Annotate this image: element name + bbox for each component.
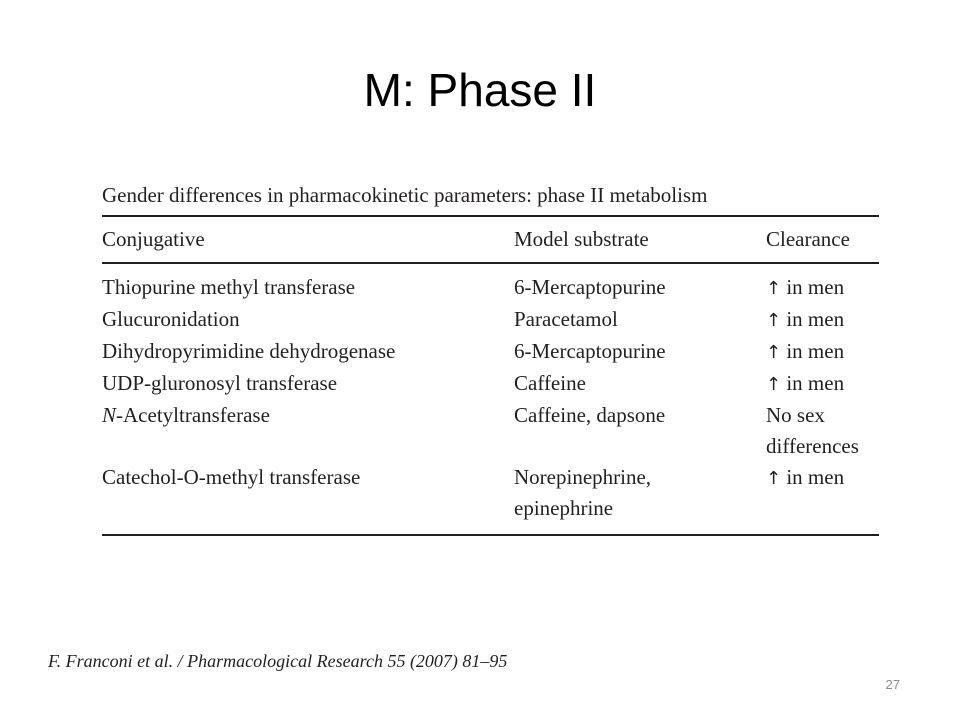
table-row: [102, 264, 879, 304]
cell-model-substrate: [514, 462, 766, 534]
cell-model-substrate: Caffeine, dapsone: [514, 403, 666, 427]
clearance-text: in men: [786, 339, 845, 363]
column-header-clearance: Clearance: [766, 227, 850, 251]
citation: F. Franconi et al. / Pharmacological Research 55 (2007) 81–95: [48, 651, 508, 671]
clearance-text-line1: No sex: [766, 403, 825, 427]
up-arrow-icon: ↑: [766, 468, 782, 489]
substrate-text-line2: epinephrine: [514, 496, 614, 520]
slide-title: M: Phase II: [363, 64, 597, 116]
clearance-text: in men: [786, 307, 845, 331]
cell-model-substrate: 6-Mercaptopurine: [514, 339, 666, 363]
pharmacokinetics-table: [102, 217, 879, 534]
conjugative-prefix-italic: N: [102, 403, 117, 427]
cell-clearance: [766, 264, 879, 304]
table-bottom-rule: [102, 534, 879, 536]
table-header-row: [102, 217, 879, 262]
table-row: [102, 336, 879, 368]
cell-model-substrate: Caffeine: [514, 371, 586, 395]
table-caption: Gender differences in pharmacokinetic parameters: phase II metabolism: [102, 183, 708, 207]
clearance-text: in men: [786, 465, 845, 489]
clearance-text-line2: differences: [766, 434, 859, 458]
up-arrow-icon: ↑: [766, 310, 782, 331]
up-arrow-icon: ↑: [766, 374, 782, 395]
cell-conjugative: Glucuronidation: [102, 307, 240, 331]
conjugative-text: -Acetyltransferase: [116, 403, 270, 427]
cell-conjugative: UDP-gluronosyl transferase: [102, 371, 338, 395]
table-figure: [102, 178, 879, 536]
cell-clearance: [766, 304, 879, 336]
substrate-text-line1: Norepinephrine,: [514, 465, 652, 489]
cell-clearance: [766, 368, 879, 400]
column-header-model-substrate: Model substrate: [514, 227, 649, 251]
cell-conjugative: Thiopurine methyl transferase: [102, 275, 356, 299]
table-row: [102, 462, 879, 534]
cell-model-substrate: 6-Mercaptopurine: [514, 275, 666, 299]
up-arrow-icon: ↑: [766, 278, 782, 299]
column-header-conjugative: Conjugative: [102, 227, 205, 251]
table-row: [102, 304, 879, 336]
clearance-text: in men: [786, 371, 845, 395]
table-row: [102, 400, 879, 462]
cell-conjugative: Dihydropyrimidine dehydrogenase: [102, 339, 396, 363]
cell-conjugative: Catechol-O-methyl transferase: [102, 465, 361, 489]
page-number: 27: [885, 677, 900, 692]
cell-model-substrate: Paracetamol: [514, 307, 618, 331]
cell-clearance: [766, 336, 879, 368]
cell-conjugative: [102, 400, 514, 462]
clearance-text: in men: [786, 275, 845, 299]
cell-clearance: [766, 400, 879, 462]
up-arrow-icon: ↑: [766, 342, 782, 363]
table-row: [102, 368, 879, 400]
cell-clearance: [766, 462, 879, 534]
